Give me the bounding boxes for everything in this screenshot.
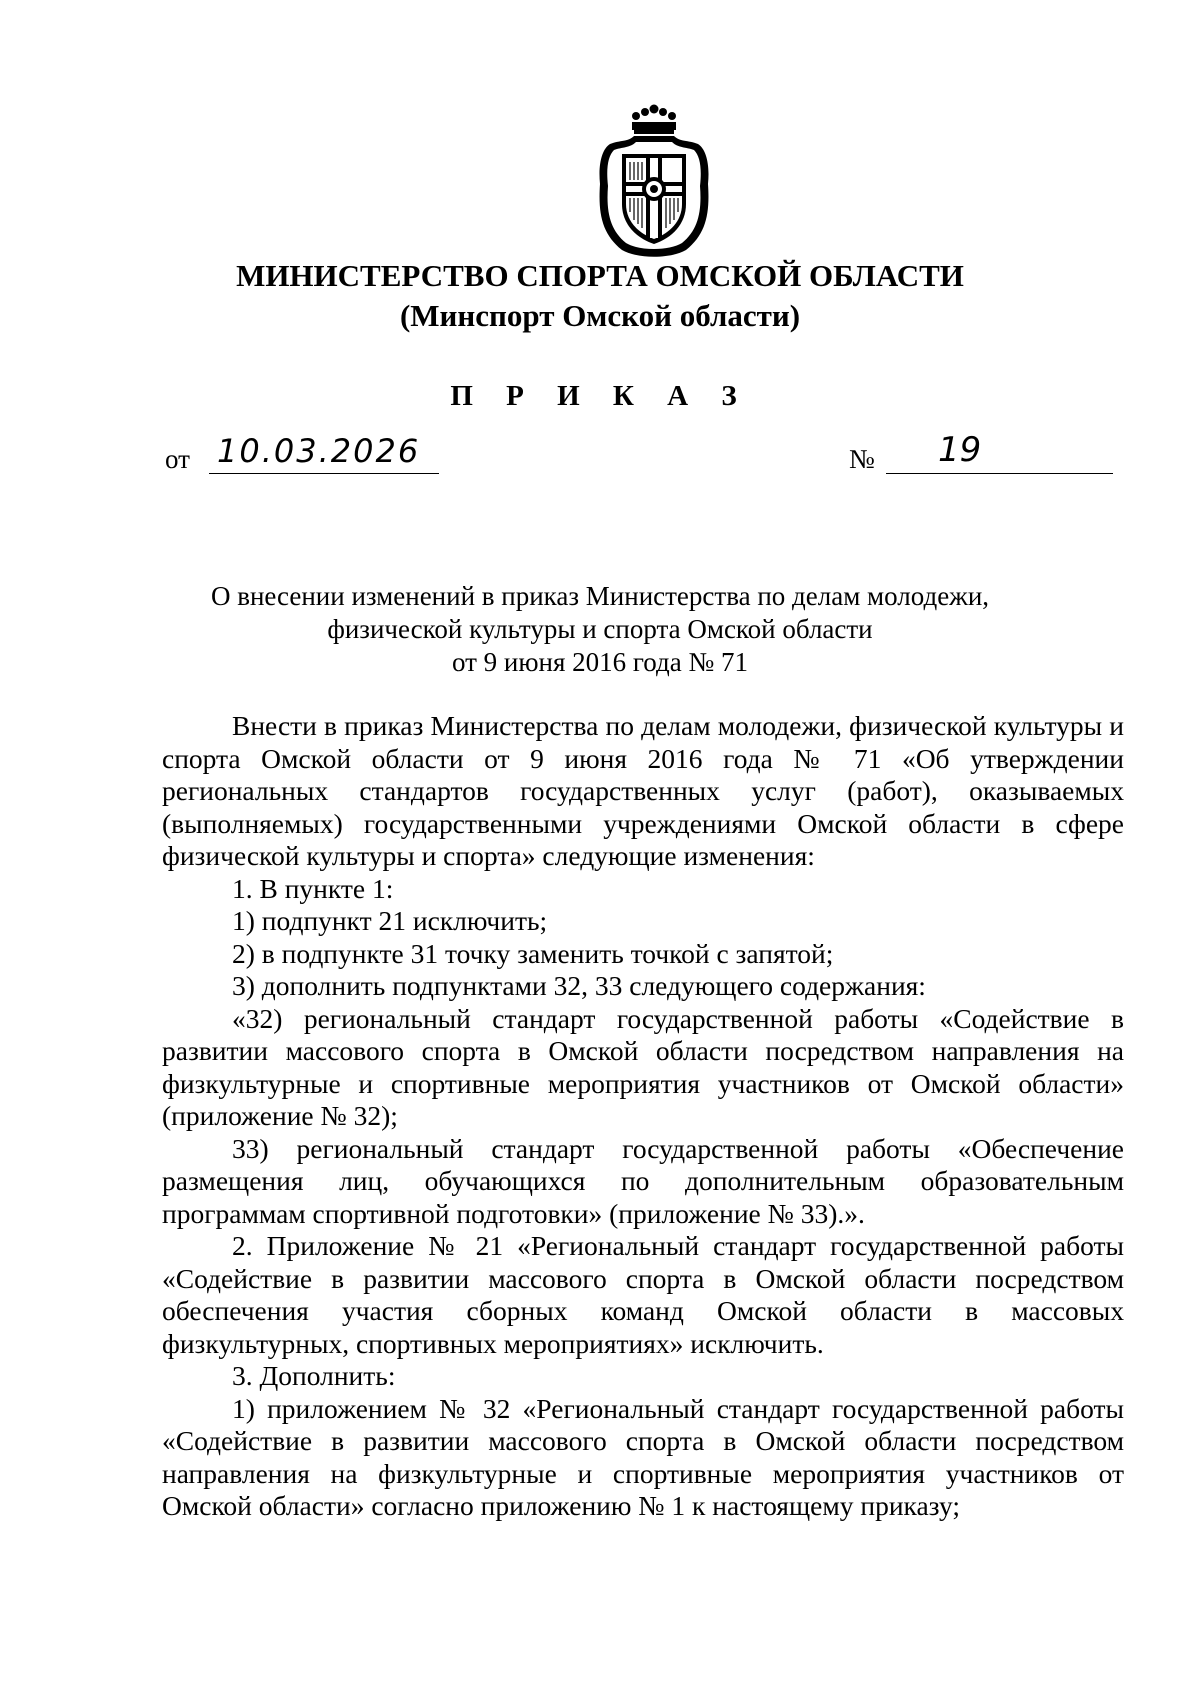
coat-of-arms-emblem — [592, 104, 716, 262]
subject-line-3: от 9 июня 2016 года № 71 — [451, 647, 749, 677]
organization-short-name: (Минспорт Омской области) — [399, 298, 801, 333]
body-paragraph: 3. Дополнить: — [232, 1360, 396, 1391]
body-paragraph: 2) в подпункте 31 точку заменить точкой с запятой; — [232, 937, 834, 969]
body-paragraph: 2. Приложение № 21 «Региональный стандарт государственной работы «Содействие в развитии массового спорта в Омской области посредством обеспечения участия сборных команд Омской области в массовых физкультурных, спортивных мероприятиях» исключить. — [162, 1230, 1124, 1359]
body-paragraph: «32) региональный стандарт государственной работы «Содействие в развитии массового спорта в Омской области посредством направления на физкультурные и спортивные мероприятия участников от Омской области» (приложение № 32); — [162, 1002, 1124, 1131]
subject-line-1: О внесении изменений в приказ Министерства по делам молодежи, — [210, 581, 990, 611]
document-subject — [0, 580, 1200, 679]
document-type-title: П Р И К А З — [450, 380, 750, 412]
body-paragraph: 33) региональный стандарт государственной работы «Обеспечение размещения лиц, обучающихся по дополнительным образовательным программам спортивной подготовки» (приложение № 33).». — [162, 1132, 1124, 1229]
document-body — [162, 710, 1124, 1523]
body-paragraph: 1) подпункт 21 исключить; — [232, 905, 548, 936]
organization-name: МИНИСТЕРСТВО СПОРТА ОМСКОЙ ОБЛАСТИ — [236, 258, 964, 293]
body-paragraph: 1. В пункте 1: — [232, 872, 394, 904]
date-prefix: от — [165, 444, 190, 474]
number-sign: № — [849, 444, 875, 474]
body-paragraph: Внести в приказ Министерства по делам молодежи, физической культуры и спорта Омской области от 9 июня 2016 года № 71 «Об утверждении региональных стандартов государственных услуг (работ), оказываемых (выполняемых) государственными учреждениями Омской области в сфере физической культуры и спорта» следующие изменения: — [162, 710, 1124, 871]
date-number-line — [165, 430, 1065, 480]
subject-line-2: физической культуры и спорта Омской области — [327, 614, 873, 644]
body-paragraph: 3) дополнить подпунктами 32, 33 следующего содержания: — [232, 970, 926, 1001]
body-paragraph: 1) приложением № 32 «Региональный стандарт государственной работы «Содействие в развитии массового спорта в Омской области посредством направления на физкультурные и спортивные мероприятия участников от Омской области» согласно приложению № 1 к настоящему приказу; — [162, 1392, 1124, 1521]
handwritten-date: 10.03.2026 — [209, 432, 439, 474]
handwritten-number: 19 — [886, 430, 1113, 474]
